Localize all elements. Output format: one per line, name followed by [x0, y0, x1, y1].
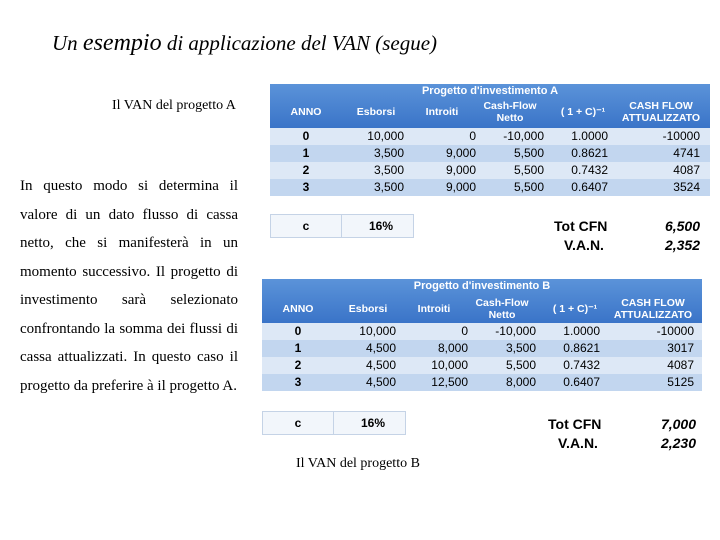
cell-factor: 1.0000: [563, 324, 600, 338]
table-row: [270, 128, 710, 145]
header-cashflow: [475, 100, 545, 124]
project-b-table: [262, 279, 702, 451]
cell-introiti: 9,000: [445, 180, 476, 194]
header-anno: ANNO: [290, 106, 322, 118]
header-introiti: Introiti: [425, 106, 459, 118]
project-b-title: Progetto d'investimento B: [413, 280, 551, 292]
cell-esborsi: 3,500: [373, 163, 404, 177]
page-title: [52, 30, 437, 57]
cell-cfa: 4087: [673, 163, 700, 177]
table-header: [270, 84, 710, 128]
cell-introiti: 0: [461, 324, 468, 338]
cell-cashflow: 3,500: [505, 341, 536, 355]
table-row: [270, 145, 710, 162]
cell-esborsi: 4,500: [365, 341, 396, 355]
cell-esborsi: 10,000: [367, 129, 404, 143]
cell-cashflow: 5,500: [505, 358, 536, 372]
header-introiti: Introiti: [417, 303, 451, 315]
table-row: [262, 340, 702, 357]
header-cfa: [608, 297, 698, 321]
table-header: [262, 279, 702, 323]
cell-factor: 0.7432: [571, 163, 608, 177]
header-cashflow-line2: Netto: [496, 112, 524, 124]
tot-cfn-label: Tot CFN: [548, 416, 602, 432]
cell-cashflow: -10,000: [495, 324, 536, 338]
discount-rate-value: 16%: [368, 219, 394, 233]
cell-introiti: 12,500: [431, 375, 468, 389]
cell-anno: 0: [302, 129, 310, 143]
tot-cfn-value: 7,000: [660, 416, 696, 432]
header-cfa-line1: CASH FLOW: [621, 297, 685, 309]
header-anno: ANNO: [282, 303, 314, 315]
cell-anno: 2: [294, 358, 302, 372]
cell-factor: 0.6407: [563, 375, 600, 389]
cell-factor: 0.7432: [563, 358, 600, 372]
cell-factor: 0.8621: [563, 341, 600, 355]
project-a-title: Progetto d'investimento A: [421, 85, 559, 97]
title-part3: di applicazione del VAN (segue): [161, 31, 438, 55]
header-factor: ( 1 + C)⁻¹: [552, 303, 598, 315]
caption-project-a: Il VAN del progetto A: [112, 98, 236, 113]
cell-cfa: 3017: [667, 341, 694, 355]
cell-anno: 0: [294, 324, 302, 338]
header-cashflow-line1: Cash-Flow: [483, 100, 537, 112]
caption-project-b: Il VAN del progetto B: [296, 456, 420, 471]
table-row: [262, 357, 702, 374]
table-row: [262, 323, 702, 340]
header-cashflow-line2: Netto: [488, 309, 516, 321]
van-value: 2,230: [660, 435, 696, 451]
header-cfa: [616, 100, 706, 124]
cell-esborsi: 4,500: [365, 375, 396, 389]
body-text: In questo modo si determina il valore di un dato flusso di cassa netto, che si manifesterà in un momento successivo. Il progetto di investimento sarà selezionato confrontando la somma dei flussi di cassa attualizzati. In questo caso il progetto da preferire à il progetto A.: [20, 178, 238, 394]
cell-cfa: 4741: [673, 146, 700, 160]
table-row: [270, 162, 710, 179]
tot-cfn-label: Tot CFN: [554, 218, 608, 234]
van-value: 2,352: [664, 237, 700, 253]
discount-rate-label: c: [271, 215, 342, 237]
discount-rate-box: [262, 411, 406, 435]
cell-anno: 1: [294, 341, 302, 355]
cell-cfa: 5125: [667, 375, 694, 389]
cell-introiti: 9,000: [445, 146, 476, 160]
cell-factor: 0.6407: [571, 180, 608, 194]
cell-introiti: 8,000: [437, 341, 468, 355]
cell-cashflow: 8,000: [505, 375, 536, 389]
cell-cfa: 3524: [673, 180, 700, 194]
van-label: V.A.N.: [558, 435, 598, 451]
cell-esborsi: 3,500: [373, 146, 404, 160]
cell-introiti: 9,000: [445, 163, 476, 177]
cell-cashflow: -10,000: [503, 129, 544, 143]
cell-cashflow: 5,500: [513, 163, 544, 177]
header-esborsi: Esborsi: [348, 303, 388, 315]
discount-rate-value: 16%: [360, 416, 386, 430]
header-cfa-line2: ATTUALIZZATO: [613, 309, 693, 321]
cell-cfa: 4087: [667, 358, 694, 372]
project-a-table: [270, 84, 710, 254]
cell-anno: 2: [302, 163, 310, 177]
header-cfa-line1: CASH FLOW: [629, 100, 693, 112]
cell-esborsi: 3,500: [373, 180, 404, 194]
header-cfa-line2: ATTUALIZZATO: [621, 112, 701, 124]
cell-introiti: 10,000: [431, 358, 468, 372]
table-row: [270, 179, 710, 196]
header-factor: ( 1 + C)⁻¹: [560, 106, 606, 118]
title-part2: esempio: [82, 30, 162, 56]
header-cashflow-line1: Cash-Flow: [475, 297, 529, 309]
cell-anno: 1: [302, 146, 310, 160]
cell-factor: 1.0000: [571, 129, 608, 143]
cell-anno: 3: [302, 180, 310, 194]
title-part1: Un: [52, 31, 83, 55]
cell-esborsi: 10,000: [359, 324, 396, 338]
cell-cashflow: 5,500: [513, 180, 544, 194]
cell-cfa: -10000: [656, 324, 694, 338]
cell-factor: 0.8621: [571, 146, 608, 160]
van-label: V.A.N.: [564, 237, 604, 253]
cell-anno: 3: [294, 375, 302, 389]
cell-introiti: 0: [469, 129, 476, 143]
cell-cashflow: 5,500: [513, 146, 544, 160]
cell-cfa: -10000: [662, 129, 700, 143]
discount-rate-box: [270, 214, 414, 238]
tot-cfn-value: 6,500: [664, 218, 700, 234]
discount-rate-label: c: [263, 412, 334, 434]
table-row: [262, 374, 702, 391]
header-cashflow: [467, 297, 537, 321]
cell-esborsi: 4,500: [365, 358, 396, 372]
header-esborsi: Esborsi: [356, 106, 396, 118]
